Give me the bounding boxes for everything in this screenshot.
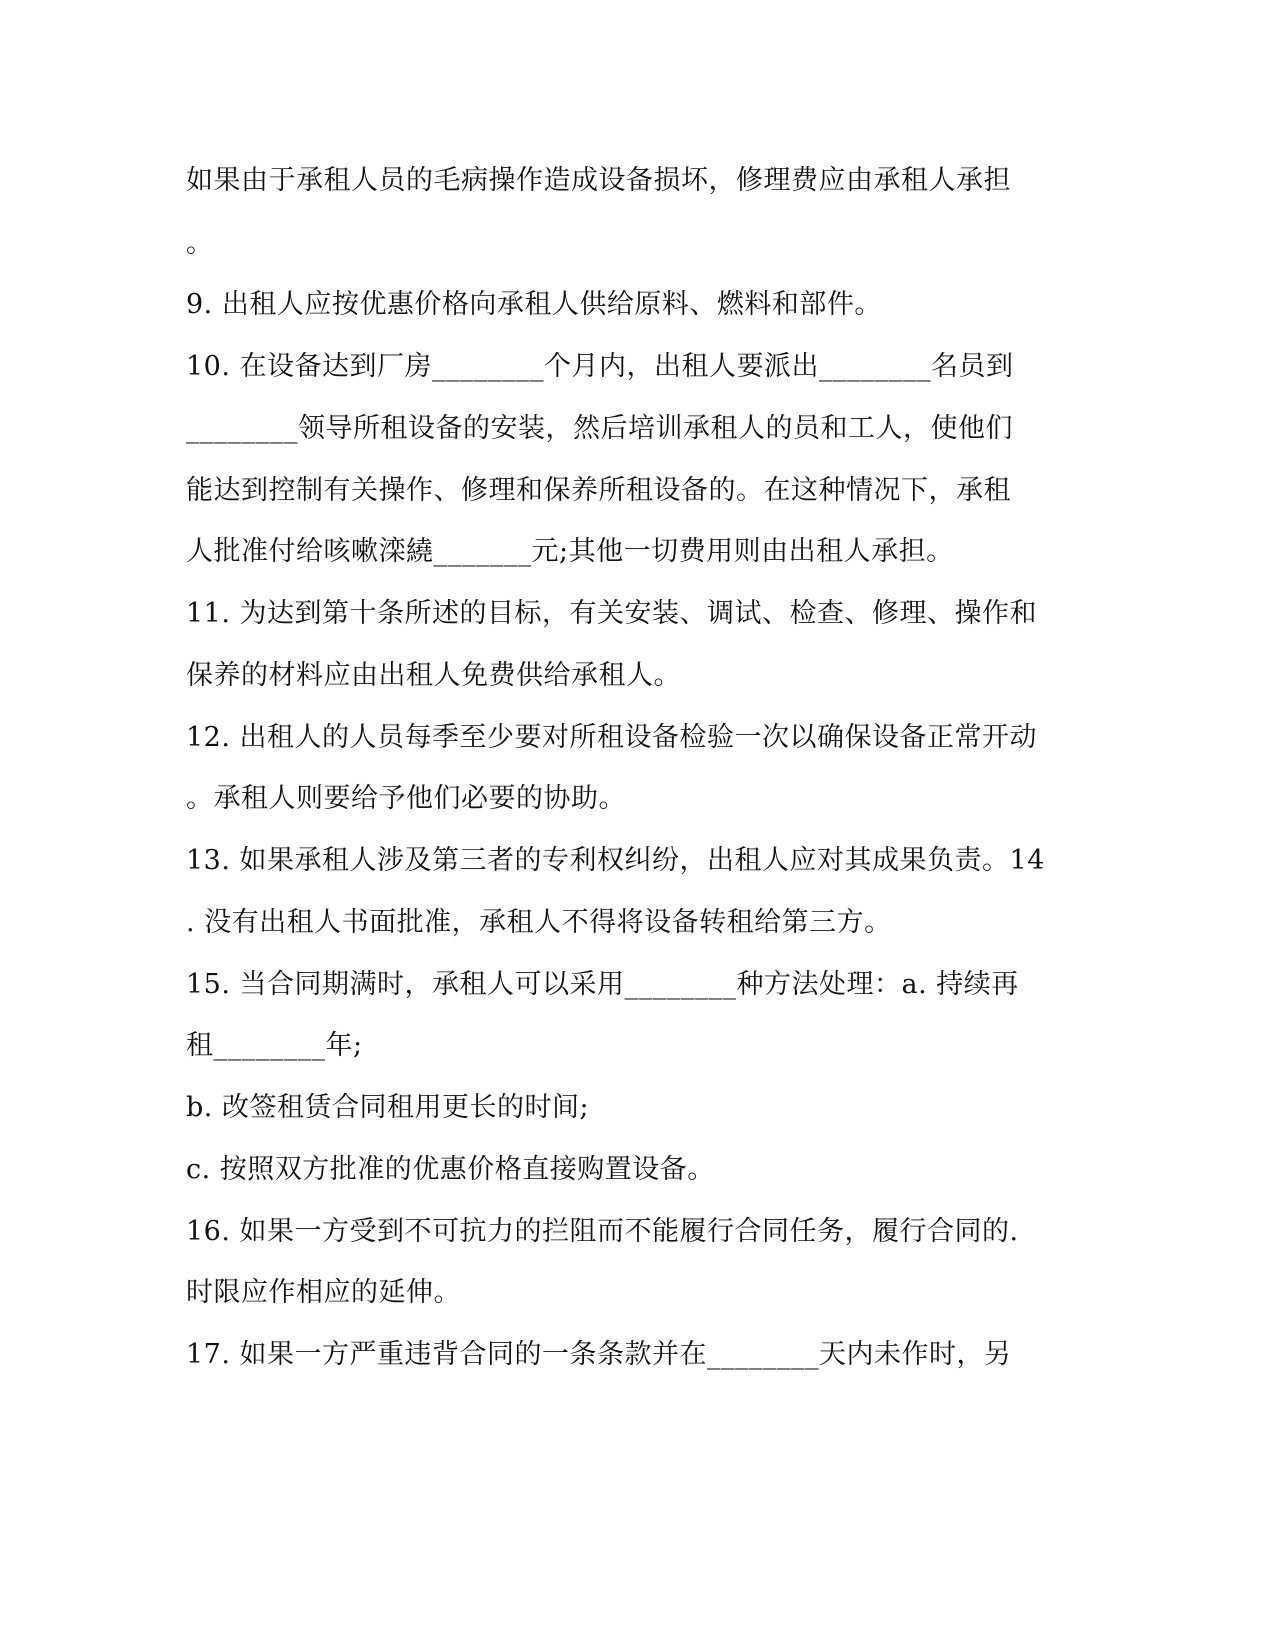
text-line: 保养的材料应由出租人免费供给承租人。 (186, 660, 681, 691)
text-line: b. 改签租赁合同租用更长的时间; (186, 1092, 590, 1123)
text-line: 12. 出租人的人员每季至少要对所租设备检验一次以确保设备正常开动 (186, 722, 1038, 753)
text-line: ________领导所租设备的安装，然后培训承租人的员和工人，使他们 (186, 413, 1013, 444)
text-line: 时限应作相应的延伸。 (186, 1277, 461, 1308)
text-line: 17. 如果一方严重违背合同的一条条款并在________天内未作时，另 (186, 1339, 1012, 1370)
text-line: 16. 如果一方受到不可抗力的拦阻而不能履行合同任务，履行合同的. (186, 1216, 1019, 1247)
text-line: 如果由于承租人员的毛病操作造成设备损坏，修理费应由承租人承担 (186, 165, 1011, 196)
text-line: 9. 出租人应按优惠价格向承租人供给原料、燃料和部件。 (186, 289, 882, 320)
text-line: c. 按照双方批准的优惠价格直接购置设备。 (186, 1154, 715, 1185)
text-line: 11. 为达到第十条所述的目标，有关安装、调试、检查、修理、操作和 (186, 598, 1038, 629)
text-line: . 没有出租人书面批准，承租人不得将设备转租给第三方。 (186, 907, 892, 938)
text-line: 能达到控制有关操作、修理和保养所租设备的。在这种情况下，承租 (186, 475, 1011, 506)
text-line: 人批准付给咳嗽滦繞_______元;其他一切费用则由出租人承担。 (186, 536, 954, 567)
text-line: 。 (186, 228, 214, 259)
text-line: 13. 如果承租人涉及第三者的专利权纠纷，出租人应对其成果负责。14 (186, 845, 1045, 876)
text-line: 10. 在设备达到厂房________个月内，出租人要派出________名员到 (186, 351, 1014, 382)
text-line: 租________年; (186, 1030, 363, 1061)
text-line: 15. 当合同期满时，承租人可以采用________种方法处理：a. 持续再 (186, 969, 1019, 1000)
text-line: 。承租人则要给予他们必要的协助。 (186, 783, 626, 814)
